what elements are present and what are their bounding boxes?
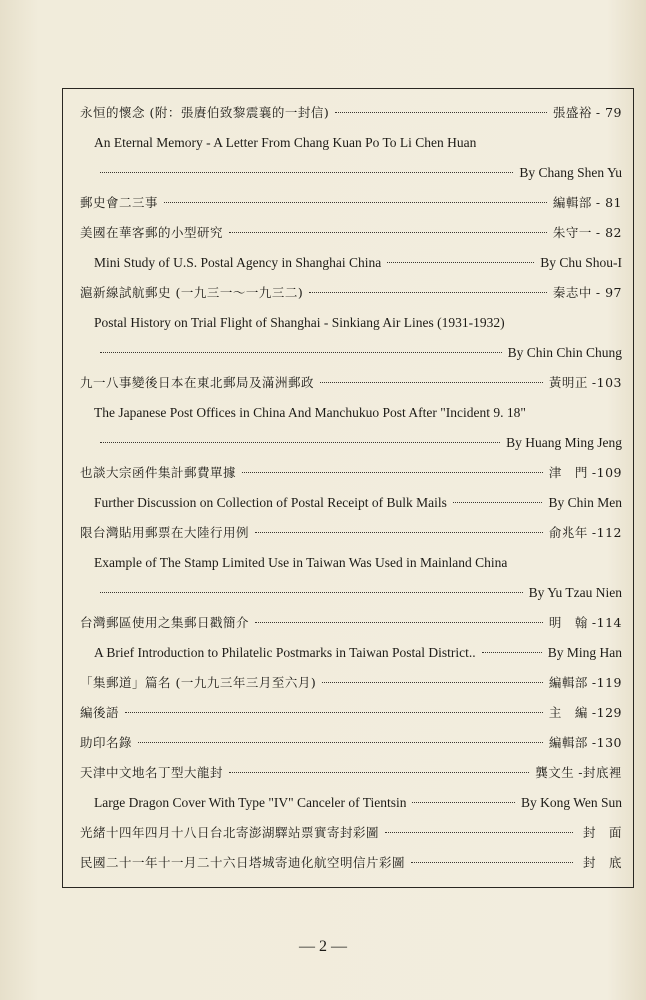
entry-title: 也談大宗函件集計郵費單據 [80,465,237,480]
entry-title: An Eternal Memory - A Letter From Chang Kuan Po To Li Chen Huan [94,135,477,150]
dot-leader [138,742,543,743]
toc-entry [80,278,622,308]
toc-entry [80,248,622,278]
entry-author: 龔文生 [535,765,575,780]
entry-author: 明 翰 [548,615,588,630]
dot-leader [412,802,514,803]
entry-page: -112 [591,525,622,540]
toc-entry [80,218,622,248]
toc-entry [80,338,622,368]
entry-title: 台灣郵區使用之集郵日戳簡介 [80,615,250,630]
toc-entry [80,488,622,518]
entry-author: By Ming Han [547,645,622,660]
dot-leader [255,622,543,623]
toc-entry [80,548,622,578]
entry-page: -129 [591,705,622,720]
dot-leader [482,652,542,653]
entry-author: By Chin Men [548,495,622,510]
entry-author: By Huang Ming Jeng [506,435,622,450]
toc-entry [80,668,622,698]
entry-title: Example of The Stamp Limited Use in Taiwan Was Used in Mainland China [94,555,508,570]
entry-title: 光緒十四年四月十八日台北寄澎湖驛站票實寄封彩圖 [80,825,380,840]
toc-entry [80,98,622,128]
entry-author: By Yu Tzau Nien [528,585,622,600]
entry-page: -封底裡 [578,765,622,780]
dot-leader [335,112,547,113]
dot-leader [100,352,502,353]
entry-page: -109 [591,465,622,480]
entry-page: 封 面 [582,825,622,840]
toc-entry [80,158,622,188]
toc-entry [80,458,622,488]
toc-entry [80,758,622,788]
entry-author: 編輯部 [548,675,588,690]
toc-entry [80,428,622,458]
entry-title: Further Discussion on Collection of Postal Receipt of Bulk Mails [94,495,447,510]
toc-entry [80,848,622,878]
toc-entry [80,788,622,818]
toc-entry [80,578,622,608]
entry-author: 朱守一 [552,225,592,240]
dot-leader [255,532,543,533]
toc-entry [80,518,622,548]
dot-leader [411,862,573,863]
entry-title: 郵史會二三事 [80,195,159,210]
toc-entry [80,398,622,428]
page-number: — 2 — [299,938,347,955]
entry-title: The Japanese Post Offices in China And Manchukuo Post After "Incident 9. 18" [94,405,526,420]
entry-author: By Chin Chin Chung [507,345,622,360]
entry-page: - 81 [595,195,622,210]
dot-leader [242,472,543,473]
entry-page: - 82 [595,225,622,240]
toc-entry [80,128,622,158]
entry-author: 津 門 [548,465,588,480]
dot-leader [229,232,547,233]
entry-title: 助印名錄 [80,735,133,750]
entry-page: -114 [591,615,622,630]
entry-title: Large Dragon Cover With Type "IV" Canceler of Tientsin [94,795,407,810]
table-of-contents [80,98,622,878]
entry-page: -119 [591,675,622,690]
entry-title: Mini Study of U.S. Postal Agency in Shanghai China [94,255,382,270]
entry-author: 編輯部 [552,195,592,210]
entry-author: 秦志中 [552,285,592,300]
entry-title: 美國在華客郵的小型研究 [80,225,224,240]
entry-title: 編後語 [80,705,120,720]
toc-entry [80,308,622,338]
entry-title: 「集郵道」篇名 (一九九三年三月至六月) [80,675,317,690]
dot-leader [125,712,543,713]
toc-entry [80,638,622,668]
entry-title: 天津中文地名丁型大龍封 [80,765,224,780]
toc-entry [80,728,622,758]
dot-leader [387,262,534,263]
entry-author: By Kong Wen Sun [520,795,622,810]
toc-entry [80,608,622,638]
entry-title: 限台灣貼用郵票在大陸行用例 [80,525,250,540]
entry-page: -103 [591,375,622,390]
entry-author: 主 編 [548,705,588,720]
dot-leader [453,502,543,503]
dot-leader [100,442,500,443]
entry-title: 滬新線試航郵史 (一九三一～一九三二) [80,285,304,300]
dot-leader [309,292,547,293]
entry-page: -130 [591,735,622,750]
entry-author: 編輯部 [548,735,588,750]
entry-author: 張盛裕 [552,105,592,120]
entry-title: 民國二十一年十一月二十六日塔城寄迪化航空明信片彩圖 [80,855,406,870]
toc-entry [80,818,622,848]
entry-author: 俞兆年 [548,525,588,540]
toc-entry [80,698,622,728]
entry-page: 封 底 [582,855,622,870]
entry-author: By Chu Shou-I [540,255,622,270]
dot-leader [100,172,513,173]
dot-leader [385,832,573,833]
dot-leader [320,382,543,383]
entry-author: 黃明正 [548,375,588,390]
entry-page: - 97 [595,285,622,300]
toc-entry [80,368,622,398]
entry-page: - 79 [595,105,622,120]
toc-entry [80,188,622,218]
entry-author: By Chang Shen Yu [519,165,622,180]
entry-title: 九一八事變後日本在東北郵局及滿洲郵政 [80,375,315,390]
entry-title: 永恒的懷念 (附：張賡伯致黎震襄的一封信) [80,105,330,120]
dot-leader [322,682,543,683]
dot-leader [100,592,523,593]
dot-leader [229,772,529,773]
dot-leader [164,202,547,203]
entry-title: Postal History on Trial Flight of Shanghai - Sinkiang Air Lines (1931-1932) [94,315,505,330]
entry-title: A Brief Introduction to Philatelic Postmarks in Taiwan Postal District.. [94,645,476,660]
